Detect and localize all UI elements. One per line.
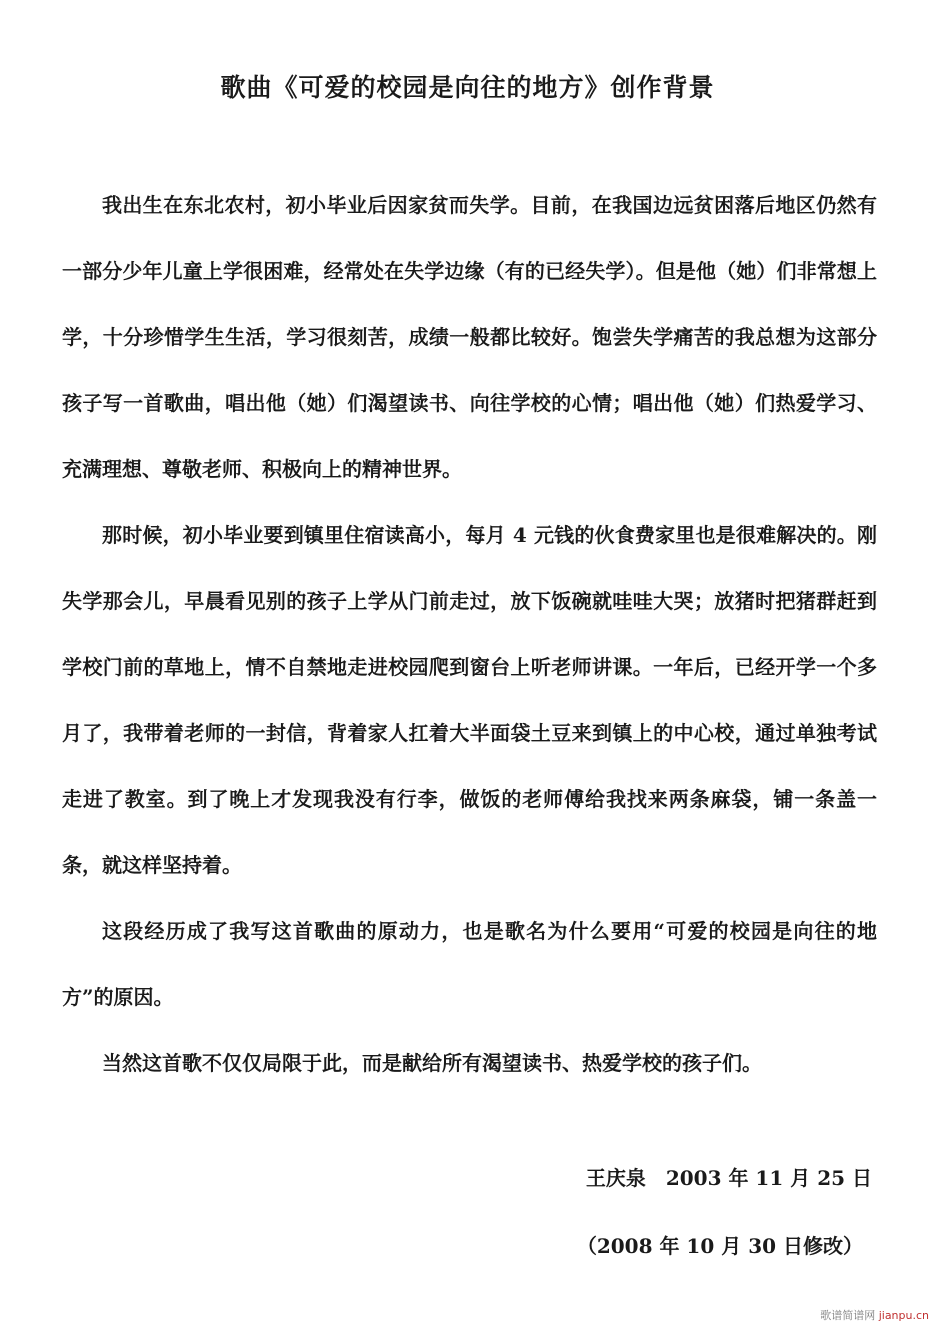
paragraph-3: 这段经历成了我写这首歌曲的原动力，也是歌名为什么要用“可爱的校园是向往的地方”的原因。: [62, 919, 877, 1009]
document-body: [62, 172, 877, 1096]
site-watermark: [820, 1307, 929, 1323]
paragraph-1: 我出生在东北农村，初小毕业后因家贫而失学。目前，在我国边远贫困落后地区仍然有一部分少年儿童上学很困难，经常处在失学边缘（有的已经失学）。但是他（她）们非常想上学，十分珍惜学生生活，学习很刻苦，成绩一般都比较好。饱尝失学痛苦的我总想为这部分孩子写一首歌曲，唱出他（她）们渴望读书、向往学校的心情；唱出他（她）们热爱学习、充满理想、尊敬老师、积极向上的精神世界。: [62, 193, 877, 481]
watermark-url: jianpu.cn: [878, 1309, 929, 1322]
paragraph-4: 当然这首歌不仅仅局限于此，而是献给所有渴望读书、热爱学校的孩子们。: [102, 1051, 762, 1075]
revision-note: （2008 年 10 月 30 日修改）: [576, 1234, 863, 1258]
watermark-site-name: 歌谱简谱网: [820, 1309, 876, 1322]
paragraph-2: 那时候，初小毕业要到镇里住宿读高小，每月 4 元钱的伙食费家里也是很难解决的。刚失学那会儿，早晨看见别的孩子上学从门前走过，放下饭碗就哇哇大哭；放猪时把猪群赶到学校门前的草地上，情不自禁地走进校园爬到窗台上听老师讲课。一年后，已经开学一个多月了，我带着老师的一封信，背着家人扛着大半面袋土豆来到镇上的中心校，通过单独考试走进了教室。到了晚上才发现我没有行李，做饭的老师傅给我找来两条麻袋，铺一条盖一条，就这样坚持着。: [62, 523, 877, 877]
document-title: 歌曲《可爱的校园是向往的地方》创作背景: [220, 73, 715, 102]
author-signature-date: 王庆泉 2003 年 11 月 25 日: [585, 1166, 872, 1190]
